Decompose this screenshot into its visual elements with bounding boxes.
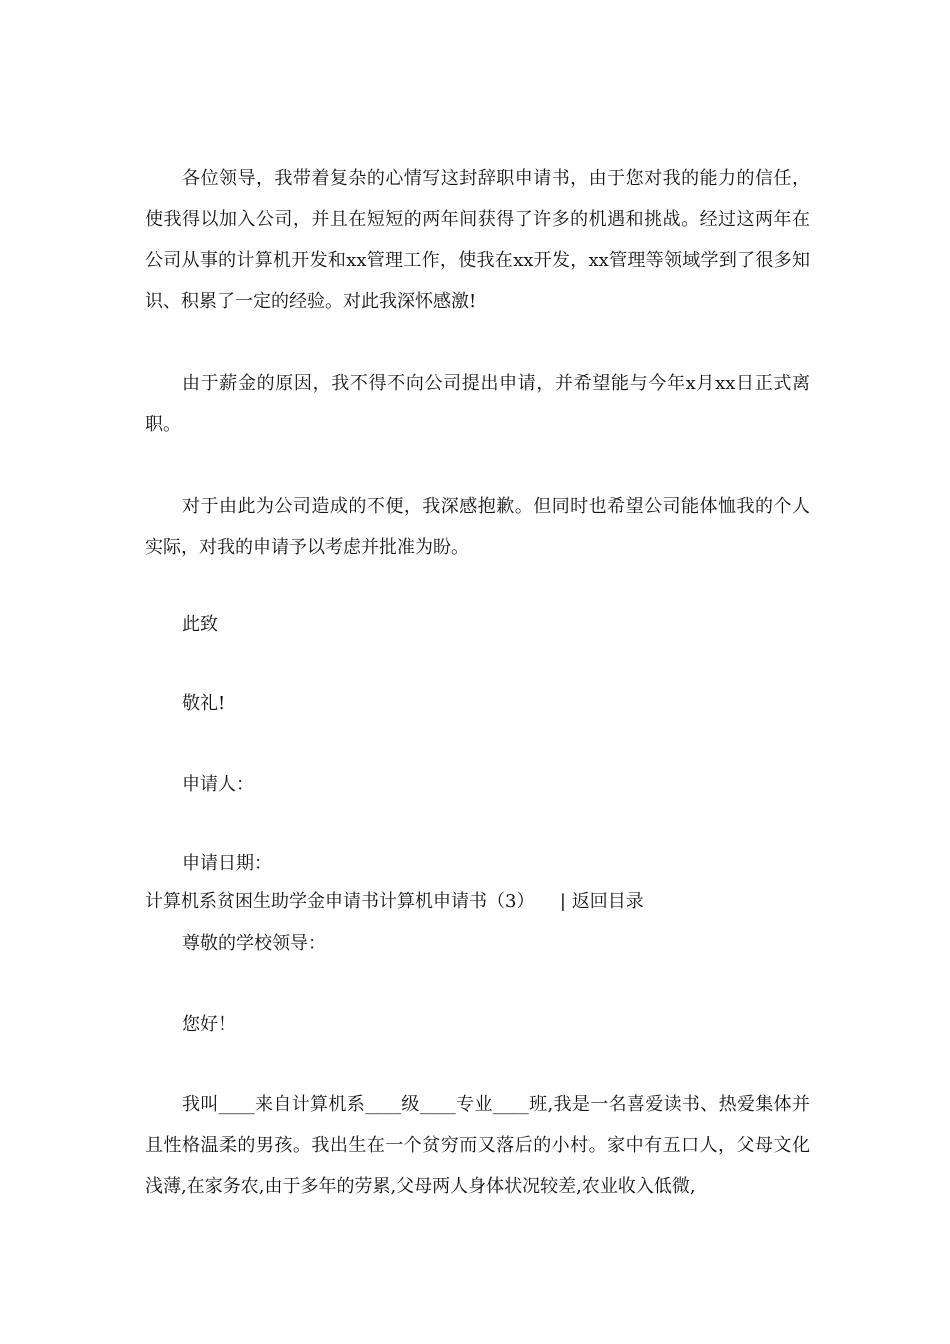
- resignation-paragraph-2: 由于薪金的原因，我不得不向公司提出申请，并希望能与今年x月xx日正式离职。: [145, 373, 810, 435]
- closing-line-1: 此致: [182, 614, 218, 635]
- date-label: 申请日期：: [182, 853, 272, 874]
- resignation-paragraph-3: 对于由此为公司造成的不便，我深感抱歉。但同时也希望公司能体恤我的个人实际，对我的申请予以考虑并批准为盼。: [145, 496, 810, 558]
- closing-line-2: 敬礼!: [182, 693, 226, 714]
- salutation: 尊敬的学校领导：: [182, 933, 326, 954]
- resignation-paragraph-1: 各位领导，我带着复杂的心情写这封辞职申请书，由于您对我的能力的信任，使我得以加入公司，并且在短短的两年间获得了许多的机遇和挑战。经过这两年在公司从事的计算机开发和xx管理工作，使我在xx开发，xx管理等领域学到了很多知识、积累了一定的经验。对此我深怀感激!: [145, 168, 810, 312]
- section-heading: [145, 887, 644, 917]
- greeting: 您好！: [182, 1014, 236, 1035]
- back-to-toc-link[interactable]: 返回目录: [571, 891, 644, 912]
- applicant-label: 申请人：: [182, 774, 254, 795]
- section-title: 计算机系贫困生助学金申请书计算机申请书（3）: [145, 891, 535, 912]
- application-paragraph-1: 我叫____来自计算机系____级____专业____班,我是一名喜爱读书、热爱集体并且性格温柔的男孩。我出生在一个贫穷而又落后的小村。家中有五口人，父母文化浅薄,在家务农,由于多年的劳累,父母两人身体状况较差,农业收入低微,: [145, 1094, 810, 1197]
- section-separator: |: [559, 891, 566, 912]
